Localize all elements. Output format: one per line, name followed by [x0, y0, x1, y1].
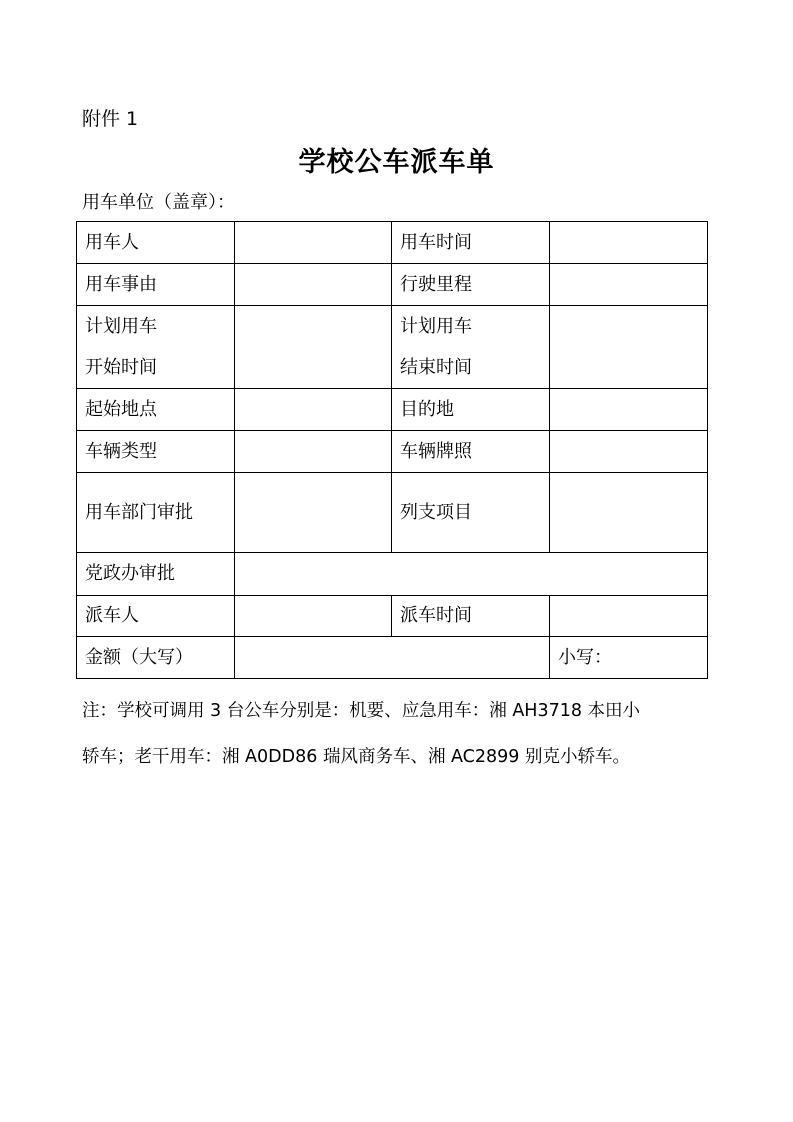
table-row [77, 473, 708, 553]
plan-start-label [77, 306, 235, 389]
plate-label: 车辆牌照 [392, 431, 550, 473]
use-time-label: 用车时间 [392, 222, 550, 264]
table-row [77, 637, 708, 679]
footnote-line1: 注：学校可调用 3 台公车分别是：机要、应急用车：湘 AH3718 本田小 [82, 701, 641, 721]
amount-upper-field[interactable] [235, 637, 550, 679]
table-row [77, 389, 708, 431]
reason-label: 用车事由 [77, 264, 235, 306]
office-approval-label: 党政办审批 [77, 553, 235, 596]
origin-label: 起始地点 [77, 389, 235, 431]
footnote [82, 688, 707, 780]
footnote-line2: 轿车；老干用车：湘 A0DD86 瑞风商务车、湘 AC2899 别克小轿车。 [82, 747, 630, 767]
destination-field[interactable] [550, 389, 708, 431]
attachment-label: 附件 1 [82, 108, 139, 130]
destination-label: 目的地 [392, 389, 550, 431]
vehicle-type-field[interactable] [235, 431, 392, 473]
plan-end-field[interactable] [550, 306, 708, 389]
user-field[interactable] [235, 222, 392, 264]
use-time-field[interactable] [550, 222, 708, 264]
table-row [77, 431, 708, 473]
table-row [77, 264, 708, 306]
office-approval-field[interactable] [235, 553, 708, 596]
plate-field[interactable] [550, 431, 708, 473]
mileage-field[interactable] [550, 264, 708, 306]
plan-end-label [392, 306, 550, 389]
dept-approval-label: 用车部门审批 [77, 473, 235, 553]
table-row [77, 596, 708, 637]
reason-field[interactable] [235, 264, 392, 306]
unit-label: 用车单位（盖章）： [82, 192, 235, 213]
table-row [77, 306, 708, 389]
dispatch-time-field[interactable] [550, 596, 708, 637]
vehicle-type-label: 车辆类型 [77, 431, 235, 473]
form-title: 学校公车派车单 [298, 147, 495, 178]
dispatcher-field[interactable] [235, 596, 392, 637]
dept-approval-field[interactable] [235, 473, 392, 553]
dispatch-form-table [76, 221, 708, 679]
expense-item-field[interactable] [550, 473, 708, 553]
origin-field[interactable] [235, 389, 392, 431]
mileage-label: 行驶里程 [392, 264, 550, 306]
plan-start-field[interactable] [235, 306, 392, 389]
table-row [77, 222, 708, 264]
plan-start-line2: 开始时间 [85, 357, 157, 378]
user-label: 用车人 [77, 222, 235, 264]
plan-start-line1: 计划用车 [85, 316, 157, 337]
table-row [77, 553, 708, 596]
plan-end-line2: 结束时间 [400, 357, 472, 378]
amount-lower-label: 小写： [550, 637, 708, 679]
expense-item-label: 列支项目 [392, 473, 550, 553]
dispatcher-label: 派车人 [77, 596, 235, 637]
plan-end-line1: 计划用车 [400, 316, 472, 337]
dispatch-time-label: 派车时间 [392, 596, 550, 637]
amount-upper-label: 金额（大写） [77, 637, 235, 679]
